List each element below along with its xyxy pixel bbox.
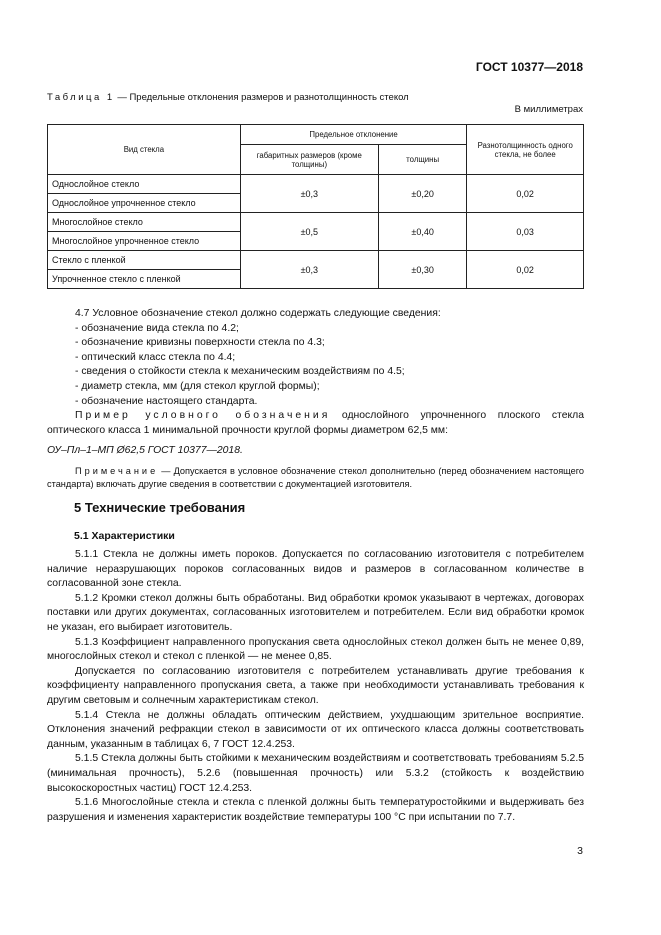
- s47-item: - диаметр стекла, мм (для стекол круглой формы);: [75, 380, 320, 392]
- table-caption-text: — Предельные отклонения размеров и разнотолщинность стекол: [117, 92, 409, 103]
- row-type: Упрочненное стекло с пленкой: [48, 270, 241, 289]
- table-units: В миллиметрах: [514, 104, 583, 115]
- head-type: Вид стекла: [48, 125, 241, 175]
- row-thick: ±0,20: [378, 175, 467, 213]
- row-type: Многослойное стекло: [48, 213, 241, 232]
- note-label: Примечание: [75, 465, 159, 476]
- section-5-1-title: 5.1 Характеристики: [74, 530, 175, 542]
- section-5-1-body: [47, 548, 584, 825]
- s47-item: - оптический класс стекла по 4.4;: [75, 351, 236, 363]
- head-thickness: толщины: [378, 145, 467, 175]
- row-type: Стекло с пленкой: [48, 251, 241, 270]
- row-diff: 0,02: [467, 251, 584, 289]
- s5-paragraph: Допускается по согласованию изготовителя с потребителем устанавливать другие требования к коэффициенту направленного пропускания света, а также при необходимости устанавливать требования к другим световым и солнечным характеристикам стекол.: [47, 665, 584, 706]
- document-header: ГОСТ 10377—2018: [475, 60, 583, 74]
- s5-paragraph: 5.1.4 Стекла не должны обладать оптическим действием, ухудшающим зрительное восприятие. Отклонения значений рефракции стекол в зависимости от их оптического класса должны соответствовать данным, указанным в таблицах 6, 7 ГОСТ 12.4.253.: [47, 709, 584, 750]
- row-thick: ±0,40: [378, 213, 467, 251]
- row-thick: ±0,30: [378, 251, 467, 289]
- head-dimensions: габаритных размеров (кроме толщины): [240, 145, 378, 175]
- s47-item: - обозначение вида стекла по 4.2;: [75, 322, 239, 334]
- s5-paragraph: 5.1.2 Кромки стекол должны быть обработаны. Вид обработки кромок указывают в чертежах, договорах поставки или других документах, согласованных изготовителем и потребителем. Если вид обработки кромок не указан, его выбирает изготовитель.: [47, 592, 584, 633]
- s47-item: - обозначение кривизны поверхности стекла по 4.3;: [75, 337, 325, 349]
- row-dim: ±0,5: [240, 213, 378, 251]
- s5-paragraph: 5.1.1 Стекла не должны иметь пороков. Допускается по согласованию изготовителя с потребителем наличие неразрушающих пороков согласованных видов и размеров в согласованном количестве в согласованной зоне стекла.: [47, 549, 584, 590]
- row-dim: ±0,3: [240, 251, 378, 289]
- example-label: Пример условного обозначения: [75, 410, 331, 422]
- section-4-7: [47, 307, 584, 491]
- row-type: Однослойное стекло: [48, 175, 241, 194]
- row-diff: 0,03: [467, 213, 584, 251]
- designation-formula: ОУ–Пл–1–МП Ø62,5 ГОСТ 10377—2018.: [47, 445, 243, 457]
- row-diff: 0,02: [467, 175, 584, 213]
- table-caption: [47, 92, 409, 103]
- s47-item: - сведения о стойкости стекла к механическим воздействиям по 4.5;: [75, 366, 405, 378]
- s47-note: [47, 465, 584, 491]
- table-caption-label: Таблица 1: [47, 92, 115, 103]
- note-text: — Допускается в условное обозначение стекол дополнительно (перед обозначением настоящего стандарта) включать другие сведения в соответствии с документацией изготовителя.: [47, 465, 584, 489]
- head-deviation: Предельное отклонение: [240, 125, 467, 145]
- page-number: 3: [577, 845, 583, 857]
- head-thickness-diff: Разнотолщинность одного стекла, не более: [467, 125, 584, 175]
- s47-item: - обозначение настоящего стандарта.: [75, 395, 258, 407]
- s47-example: [47, 409, 584, 438]
- section-5-title: 5 Технические требования: [74, 500, 246, 515]
- s5-paragraph: 5.1.6 Многослойные стекла и стекла с пленкой должны быть температуростойкими и выдерживать без разрушения и изменения характеристик воздействие температуры 100 °С при испытании по 7.7.: [47, 797, 584, 823]
- row-type: Многослойное упрочненное стекло: [48, 232, 241, 251]
- row-dim: ±0,3: [240, 175, 378, 213]
- s5-paragraph: 5.1.5 Стекла должны быть стойкими к механическим воздействиям и соответствовать требованиям 5.2.5 (минимальная прочность), 5.2.6 (повышенная прочность) или 5.3.2 (стойкость к воздействию высокоскоростных частиц) ГОСТ 12.4.253.: [47, 753, 584, 794]
- example-text: однослойного упрочненного плоского стекла оптического класса 1 минимальной прочности круглой формы диаметром 62,5 мм:: [47, 410, 584, 436]
- tolerance-table: [47, 124, 584, 289]
- s5-paragraph: 5.1.3 Коэффициент направленного пропускания света однослойных стекол должен быть не менее 0,89, многослойных стекол и стекол с пленкой — не менее 0,85.: [47, 636, 584, 663]
- row-type: Однослойное упрочненное стекло: [48, 194, 241, 213]
- s47-intro: 4.7 Условное обозначение стекол должно содержать следующие сведения:: [75, 308, 441, 319]
